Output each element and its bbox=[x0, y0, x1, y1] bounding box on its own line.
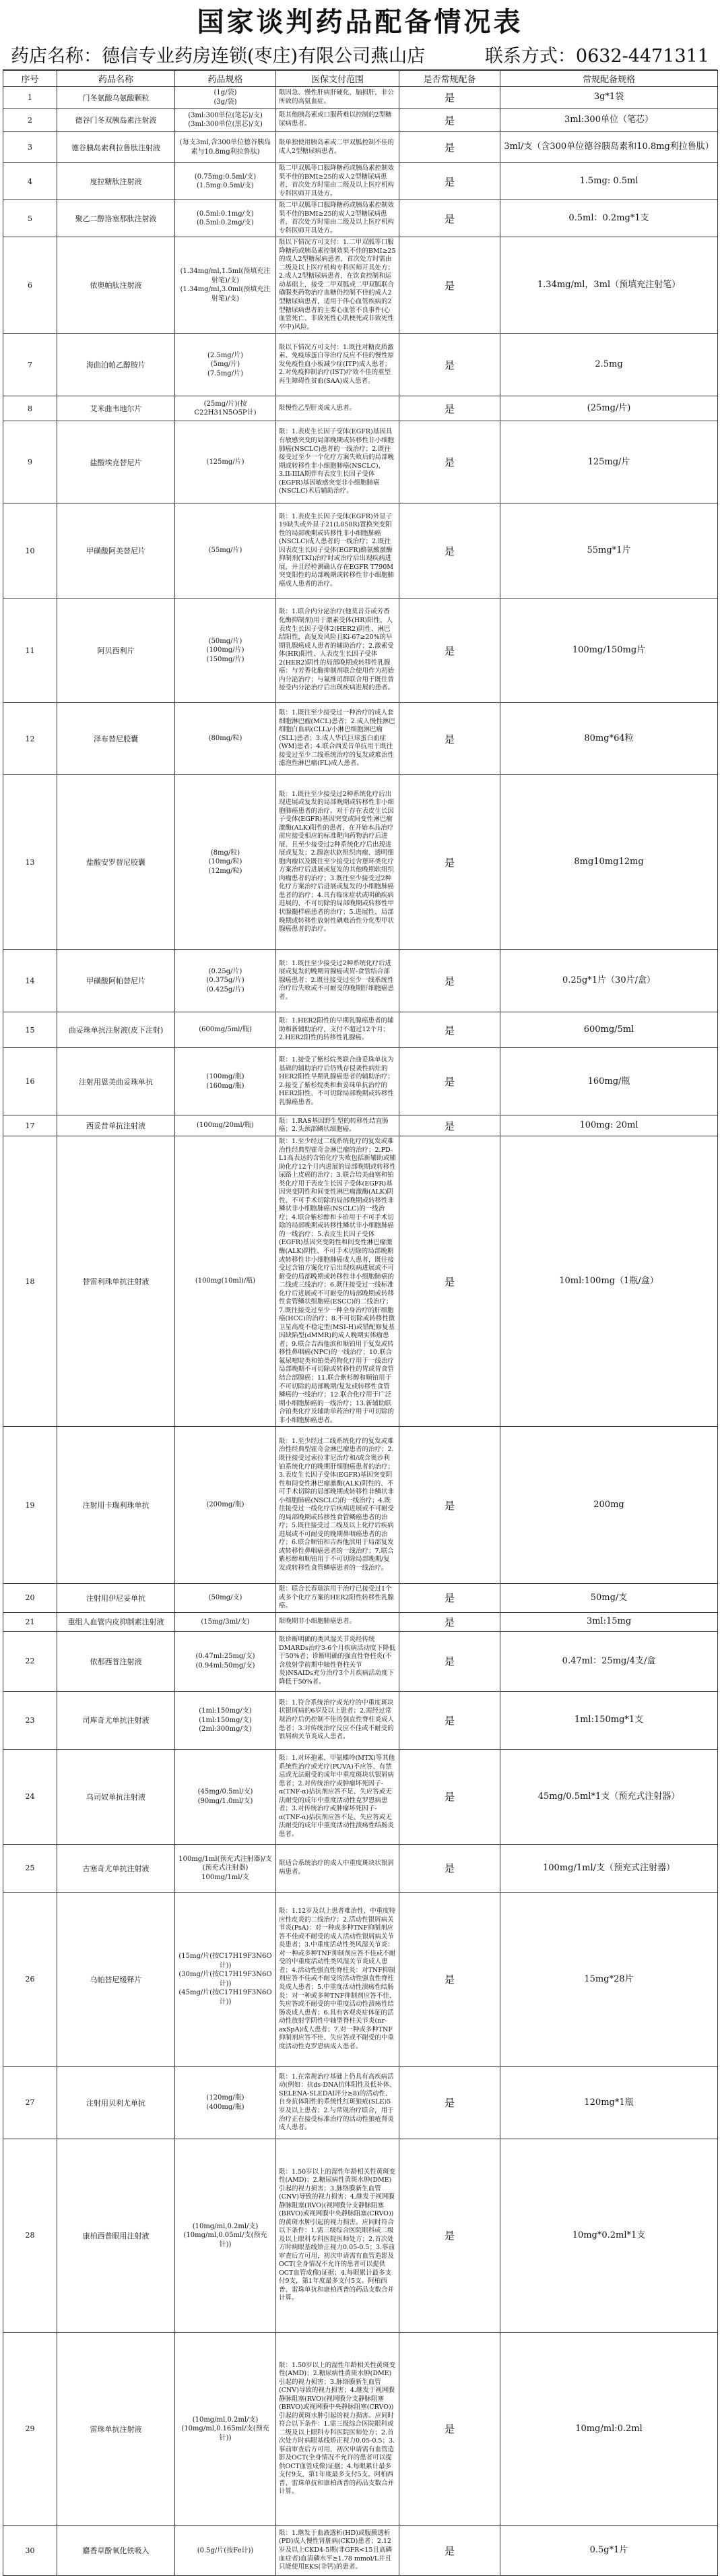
common-spec: 1ml:150mg*1支 bbox=[500, 1691, 718, 1749]
drug-spec: (25mg/片)(按C22H31N5O5P计) bbox=[175, 396, 276, 421]
common-spec: 0.5ml：0.2mg*1支 bbox=[500, 200, 718, 237]
drug-name: 康柏西普眼用注射液 bbox=[57, 2139, 175, 2332]
insurance-scope: 限：1.50岁以上的湿性年龄相关性黄斑变性(AMD)；2.糖尿病性黄斑水肿(DME)引起的视力损害；3.脉络膜新生血管(CNV)导致的视力损害；4.继发于视网膜静脉阻塞(RVO)(视网膜分支静脉阻塞(BRVO)或视网膜中央静脉阻塞(CRVO))的黄斑水肿引起的视力损害。应同时符合以下条件：1.需三级综合医院眼科或二级及以上眼科专科医院医师处方；2.首次处方时病眼基线矫正视力0.05-0.5；3.事前审查后方可用，初次申请需有血管造影及OCT(全身情况不允许的患者可以提供OCT血管成像)证据；4.每眼累计最多支付9支，第1年度最多支付5支。阿柏西普、雷珠单抗和康柏西普的药品支数合并计算。 bbox=[276, 2139, 399, 2332]
insurance-scope: 限单独使用胰岛素或二甲双胍控制不佳的成人2型糖尿病患者。 bbox=[276, 132, 399, 163]
drug-name: 甲磺酸阿美替尼片 bbox=[57, 503, 175, 599]
insurance-scope: 限：1.至少经过二线系统化疗的复发或难治性经典型霍奇金淋巴瘤的治疗；2.PD-L1高表达的含铂化疗失败包括新辅助或辅助化疗12个月内进展的局部晚期或转移性尿路上皮癌的治疗；3.联合培美曲塞和铂类化疗用于表皮生长因子受体(EGFR)基因突变阴性和间变性淋巴瘤激酶(ALK)阴性、不可手术切除的局部晚期或转移性非鳞状非小细胞肺癌(NSCLC)的一线治疗；4.联合紫杉醇和卡铂用于不可手术切除的局部晚期或转移性鳞状非小细胞肺癌的一线治疗；5.表皮生长因子受体(EGFR)基因突变阴性和间变性淋巴瘤激酶(ALK)阴性、不可手术切除的局部晚期或转移性非小细胞肺癌成人患者，既往接受过含铂方案化疗后出现疾病进展或不可耐受的局部晚期或转移性非小细胞肺癌的二线或三线治疗；6.既往接受过一线标准化疗后进展或不可耐受的局部晚期或转移性食管鳞状细胞癌(ESCC)的二线治疗；7.既往接受过至少一种全身治疗的肝细胞癌(HCC)的治疗；8.不可切除或转移性微卫星高度不稳定型(MSI-H)或错配修复基因缺陷型(dMMR)的成人晚期实体瘤患者；9.联合吉西他滨和顺铂用于复发或转移性鼻咽癌(NPC)的一线治疗；10.联合氟尿嘧啶类和铂类药物化疗用于一线治疗局部晚期不可切除或转移性的胃或胃食管结合部腺癌；11.联合紫杉醇和顺铂用于不可切除的局部晚期/复发或转移性食管鳞癌的一线治疗；12.联合化疗用于广泛期小细胞肺癌的一线治疗；13.新辅助联合铂类化疗及辅助单药治疗用于可切除的非小细胞肺癌患者。 bbox=[276, 1136, 399, 1427]
insurance-scope: 限：1.表皮生长因子受体(EGFR)基因具有敏感突变的局部晚期或转移性非小细胞肺癌(NSCLC)患者的一线治疗；2.既往接受过至少一个化疗方案失败后的局部晚期或转移性非小细胞肺癌(NSCLC)，3.II-IIIA期伴有表皮生长因子受体(EGFR)基因敏感突变非小细胞肺癌(NSCLC)术后辅助治疗。 bbox=[276, 421, 399, 503]
table-row bbox=[3, 2332, 718, 2525]
drug-spec: (15mg/片(按C17H19F3N6O计)) (30mg/片(按C17H19F3N6O计)) (45mg/片(按C17H19F3N6O计)) bbox=[175, 1892, 276, 2066]
insurance-scope: 限：联合长春瑞滨用于治疗已接受过1个或多个化疗方案的HER2阳性转移性乳腺癌。 bbox=[276, 1584, 399, 1613]
deployed-flag: 是 bbox=[399, 1048, 500, 1115]
drug-name: 德谷胰岛素利拉鲁肽注射液 bbox=[57, 132, 175, 163]
deployed-flag: 是 bbox=[399, 2139, 500, 2332]
drug-spec: (100mg(10ml)/瓶) bbox=[175, 1136, 276, 1427]
deployed-flag: 是 bbox=[399, 2066, 500, 2139]
common-spec: 10mg/ml:0.2ml bbox=[500, 2332, 718, 2525]
insurance-scope: 限：1.50岁以上的湿性年龄相关性黄斑变性(AMD)；2.糖尿病性黄斑水肿(DME)引起的视力损害；3.脉络膜新生血管(CNV)导致的视力损害；4.继发于视网膜静脉阻塞(RVO)(视网膜分支静脉阻塞(BRVO)或视网膜中央静脉阻塞(CRVO))引起的黄斑水肿引起的视力损害。应同时符合以下条件：1.需三级综合医院眼科或二级及以上眼科专科医院医师处方；2.首次处方时病眼基线矫正视力0.05-0.5；3.事前审查后方可用，初次申请需有血管造影及OCT(全身情况不允许的患者可以提供OCT血管成像)证据；4.每眼累计最多支付9支，第1年度最多支付5支。阿柏西普、雷珠单抗和康柏西普的药品支数合并计算。 bbox=[276, 2332, 399, 2525]
row-number: 6 bbox=[3, 237, 57, 334]
deployed-flag: 是 bbox=[399, 1584, 500, 1613]
header-spec: 药品规格 bbox=[175, 71, 276, 87]
insurance-scope: 限：1.12岁及以上患者难治性、中重度特应性皮炎的二线治疗；2.活动性银屑病关节炎(PsA)：对一种或多种TNF抑制剂应答不佳或不耐受的成人活动性银屑病关节炎患者；3.中重度活动性类风湿关节炎：对一种或多种TNF抑制剂应答不佳或不耐受的中重度活动性类风湿关节炎成人患者；4.活动性强直性脊柱炎：对TNF抑制剂应答不佳或不耐受的活动性强直性脊柱炎成人患者；5.中重度活动性溃疡性结肠炎：对一种或多种TNF抑制剂应答不佳、失应答或不耐受的中重度活动性溃疡性结肠炎成人患者；6.具有客观炎症体征的活动性放射学阴性中轴型脊柱关节炎(nr-axSpA)成人患者；7.对一种或多种TNF抑制剂应答不佳、失应答或不耐受的中重度活动性克罗恩病成人患者。 bbox=[276, 1892, 399, 2066]
deployed-flag: 是 bbox=[399, 2525, 500, 2575]
drug-spec: (1ml:150mg/支) (1ml:150mg/支) (2ml:300mg/支) bbox=[175, 1691, 276, 1749]
row-number: 21 bbox=[3, 1612, 57, 1631]
deployed-flag: 是 bbox=[399, 1612, 500, 1631]
table-row bbox=[3, 1844, 718, 1892]
deployed-flag: 是 bbox=[399, 1749, 500, 1844]
drug-name: 注射用贝利尤单抗 bbox=[57, 2066, 175, 2139]
row-number: 23 bbox=[3, 1691, 57, 1749]
drug-spec: (120mg/瓶) (400mg/瓶) bbox=[175, 2066, 276, 2139]
table-row bbox=[3, 237, 718, 334]
table-row bbox=[3, 87, 718, 109]
insurance-scope: 限：1.在常规治疗基础上仍具有高疾病活动(例如：抗ds-DNA抗体阳性及低补体、SELENA-SLEDAI评分≥8)的活动性、自身抗体阳性的系统性红斑狼疮(SLE)5岁及以上患者；2.与常规治疗联合，用于治疗正在接受标准治疗的活动性狼疮肾炎成人患者。 bbox=[276, 2066, 399, 2139]
row-number: 29 bbox=[3, 2332, 57, 2525]
drug-spec: (125mg/片) bbox=[175, 421, 276, 503]
deployed-flag: 是 bbox=[399, 1012, 500, 1048]
store-info-bar bbox=[3, 43, 717, 70]
drug-name: 注射用恩美曲妥珠单抗 bbox=[57, 1048, 175, 1115]
common-spec: 160mg/瓶 bbox=[500, 1048, 718, 1115]
row-number: 5 bbox=[3, 200, 57, 237]
deployed-flag: 是 bbox=[399, 1427, 500, 1584]
row-number: 24 bbox=[3, 1749, 57, 1844]
table-row bbox=[3, 2066, 718, 2139]
row-number: 4 bbox=[3, 163, 57, 200]
row-number: 17 bbox=[3, 1115, 57, 1136]
drug-name: 雷珠单抗注射液 bbox=[57, 2332, 175, 2525]
drug-spec: (每支3ml,含300单位德谷胰岛素与10.8mg利拉鲁肽) bbox=[175, 132, 276, 163]
drug-spec: (0.47ml:25mg/支) (0.94ml:50mg/支) bbox=[175, 1631, 276, 1691]
insurance-scope: 限以下情况方可支付：1.既往对糖皮质激素、免疫球蛋白等治疗反应不佳的慢性原发免疫性血小板减少症(ITP)成人患者；2.对免疫抑制治疗(IST)疗效不佳的重型再生障碍性贫血(SAA)成人患者。 bbox=[276, 334, 399, 396]
insurance-scope: 限因急、慢性肝病肝硬化，脑损肝，非公所致的高氨血症。 bbox=[276, 87, 399, 109]
insurance-scope: 限：1.表皮生长因子受体(EGFR)外显子19缺失或外显子21(L858R)置换突变阳性的局部晚期或转移性非小细胞肺癌(NSCLC)成人患者的一线治疗；2.既往因表皮生长因子受体(EGFR)酪氨酸激酶抑制剂(TKI)治疗时或治疗后出现疾病进展，并且经检测确认存在EGFR T790M突变阳性的局部晚期或转移性非小细胞肺癌成人患者的治疗。 bbox=[276, 503, 399, 599]
drug-spec: (600mg/5ml/瓶) bbox=[175, 1012, 276, 1048]
drug-name: 西妥昔单抗注射液 bbox=[57, 1115, 175, 1136]
common-spec: 80mg*64粒 bbox=[500, 703, 718, 775]
drug-table bbox=[3, 70, 718, 2576]
drug-name: 艾米曲韦地尔片 bbox=[57, 396, 175, 421]
row-number: 18 bbox=[3, 1136, 57, 1427]
table-row bbox=[3, 1631, 718, 1691]
common-spec: 200mg bbox=[500, 1427, 718, 1584]
common-spec: 125mg/片 bbox=[500, 421, 718, 503]
table-row bbox=[3, 396, 718, 421]
common-spec: 10mg*0.2ml*1支 bbox=[500, 2139, 718, 2332]
common-spec: (25mg/片) bbox=[500, 396, 718, 421]
drug-spec: (0.5g/片(按Fe计)) bbox=[175, 2525, 276, 2575]
drug-name: 乌司奴单抗注射液 bbox=[57, 1749, 175, 1844]
insurance-scope: 限：1.接受了紫杉烷类联合曲妥珠单抗为基础的辅助治疗后仍残存侵袭性病灶的HER2阳性早期乳腺癌患者的辅助治疗；2.接受了紫杉烷类和曲妥珠单抗治疗的HER2阳性、不可切除局部晚期或转移性乳腺癌患者。 bbox=[276, 1048, 399, 1115]
row-number: 1 bbox=[3, 87, 57, 109]
insurance-scope: 限晚期非小细胞肺癌患者。 bbox=[276, 1612, 399, 1631]
table-row bbox=[3, 109, 718, 132]
common-spec: 15mg*28片 bbox=[500, 1892, 718, 2066]
table-row bbox=[3, 1749, 718, 1844]
drug-name: 曲妥珠单抗注射液(皮下注射) bbox=[57, 1012, 175, 1048]
common-spec: 50mg/支 bbox=[500, 1584, 718, 1613]
deployed-flag: 是 bbox=[399, 703, 500, 775]
row-number: 20 bbox=[3, 1584, 57, 1613]
header-scope: 医保支付范围 bbox=[276, 71, 399, 87]
insurance-scope: 限诊断明确的类风湿关节炎经传统DMARDs治疗3-6个月疾病活动度下降低于50%者；诊断明确的强直性脊柱炎(不含放射学前期中轴性脊柱关节炎)NSAIDs充分治疗3个月疾病活动度下降低于50%者。 bbox=[276, 1631, 399, 1691]
drug-name: 门冬氨酸乌氨酸颗粒 bbox=[57, 87, 175, 109]
row-number: 7 bbox=[3, 334, 57, 396]
deployed-flag: 是 bbox=[399, 503, 500, 599]
table-row bbox=[3, 599, 718, 703]
table-row bbox=[3, 1584, 718, 1613]
table-row bbox=[3, 775, 718, 950]
table-row bbox=[3, 2139, 718, 2332]
deployed-flag: 是 bbox=[399, 200, 500, 237]
common-spec: 0.25g*1片（30片/盒） bbox=[500, 950, 718, 1012]
header-common-spec: 常规配备规格 bbox=[500, 71, 718, 87]
drug-name: 泽布替尼胶囊 bbox=[57, 703, 175, 775]
insurance-scope: 限：1.HER2阳性的早期乳腺癌患者的辅助和新辅助治疗，支付不超过12个月；2.HER2阳性的转移性乳腺癌。 bbox=[276, 1012, 399, 1048]
drug-name: 聚乙二醇洛塞那肽注射液 bbox=[57, 200, 175, 237]
deployed-flag: 是 bbox=[399, 1136, 500, 1427]
row-number: 30 bbox=[3, 2525, 57, 2575]
common-spec: 0.5g*1片 bbox=[500, 2525, 718, 2575]
insurance-scope: 限：1.至少经过二线系统化疗的复发或难治性经典型霍奇金淋巴瘤患者的治疗；2.既往接受过索拉非尼治疗和/或含奥沙利铂系统化疗的晚期肝细胞癌患者的治疗；3.表皮生长因子受体(EGFR)基因突变阴性和间变性淋巴瘤激酶(ALK)阴性的、不可手术切除的局部晚期或转移性非鳞状非小细胞肺癌(NSCLC)的一线治疗；4.既往接受过一线化疗后疾病进展或不可耐受的局部晚期或转移性食管鳞癌患者的治疗；5.既往接受过二线及以上化疗后疾病进展或不可耐受的晚期鼻咽癌患者的治疗；6.联合顺铂和吉西他滨用于局部复发或转移性鼻咽癌患者的一线治疗；7.联合紫杉醇和顺铂用于不可切除局部晚期/复发或转移性食管鳞癌患者的一线治疗。 bbox=[276, 1427, 399, 1584]
row-number: 28 bbox=[3, 2139, 57, 2332]
table-row bbox=[3, 334, 718, 396]
row-number: 15 bbox=[3, 1012, 57, 1048]
row-number: 8 bbox=[3, 396, 57, 421]
drug-name: 阿贝西利片 bbox=[57, 599, 175, 703]
table-row bbox=[3, 200, 718, 237]
row-number: 27 bbox=[3, 2066, 57, 2139]
table-row bbox=[3, 132, 718, 163]
drug-spec: (10mg/ml,0.2ml/支) (10mg/ml,0.05ml/支(预充针)) bbox=[175, 2139, 276, 2332]
deployed-flag: 是 bbox=[399, 421, 500, 503]
drug-name: 注射用伊尼妥单抗 bbox=[57, 1584, 175, 1613]
deployed-flag: 是 bbox=[399, 1844, 500, 1892]
insurance-scope: 限慢性乙型肝炎成人患者。 bbox=[276, 396, 399, 421]
drug-name: 甲磺酸阿帕替尼片 bbox=[57, 950, 175, 1012]
deployed-flag: 是 bbox=[399, 237, 500, 334]
common-spec: 45mg/0.5ml*1支（预充式注射器） bbox=[500, 1749, 718, 1844]
page-title: 国家谈判药品配备情况表 bbox=[197, 7, 523, 38]
drug-spec: (2.5mg/片) (5mg/片) (7.5mg/片) bbox=[175, 334, 276, 396]
drug-name: 盐酸安罗替尼胶囊 bbox=[57, 775, 175, 950]
drug-spec: (1g/袋) (3g/袋) bbox=[175, 87, 276, 109]
common-spec: 10ml:100mg（1瓶/盒） bbox=[500, 1136, 718, 1427]
insurance-scope: 限：1.继发于血液透析(HD)或腹膜透析(PD)成人慢性肾脏病(CKD)患者；2.12岁及以上CKD4-5期(非GFR<15且高磷血症者)血清磷水平≥1.78 mmol/L并且只能使用EKS(非钙)的患者。 bbox=[276, 2525, 399, 2575]
common-spec: 2.5mg bbox=[500, 334, 718, 396]
row-number: 12 bbox=[3, 703, 57, 775]
drug-spec: (55mg/片) bbox=[175, 503, 276, 599]
common-spec: 8mg10mg12mg bbox=[500, 775, 718, 950]
table-row bbox=[3, 1612, 718, 1631]
drug-spec: (50mg/支) bbox=[175, 1584, 276, 1613]
drug-name: 盐酸埃克替尼片 bbox=[57, 421, 175, 503]
deployed-flag: 是 bbox=[399, 1892, 500, 2066]
drug-name: 重组人血管内皮抑制素注射液 bbox=[57, 1612, 175, 1631]
drug-spec: (45mg/0.5ml/支) (90mg/1.0ml/支) bbox=[175, 1749, 276, 1844]
drug-name: 度拉糖肽注射液 bbox=[57, 163, 175, 200]
drug-name: 注射用卡瑞利珠单抗 bbox=[57, 1427, 175, 1584]
drug-name: 海曲泊帕乙醇胺片 bbox=[57, 334, 175, 396]
store-name: 药店名称：德信专业药房连锁(枣庄)有限公司燕山店 bbox=[11, 46, 426, 67]
row-number: 26 bbox=[3, 1892, 57, 2066]
drug-spec: 100mg/1ml(预充式注射器)/支 (预充式注射器) 100mg/1ml/支 bbox=[175, 1844, 276, 1892]
common-spec: 100mg/1ml/支（预充式注射器） bbox=[500, 1844, 718, 1892]
insurance-scope: 限：1.既往至少接受过2种系统化疗后出现进展或复发的局部晚期或转移性非小细胞肺癌患者的治疗。对于存在表皮生长因子受体(EGFR)基因突变或间变性淋巴瘤激酶(ALK)阳性的患者，在开始本品治疗前应接受相应的标准靶向药物治疗后进展、且至少接受过2种系统化疗后出现进展或复发；2.腺泡状软组织肉瘤、透明细胞肉瘤以及既往至少接受过含蒽环类化疗方案治疗后进展或复发的其他晚期软组织肉瘤患者的治疗；3.既往至少接受过2种化疗方案治疗后进展或复发的小细胞肺癌患者的治疗；4.具有临床症状或明确疾病进展的、不可切除的局部晚期或转移性甲状腺髓样癌患者的治疗；5.进展性、局部晚期或转移性放射性碘难治性分化型甲状腺癌患者的治疗。 bbox=[276, 775, 399, 950]
drug-name: 依奥帕肽注射液 bbox=[57, 237, 175, 334]
row-number: 9 bbox=[3, 421, 57, 503]
drug-spec: (0.25g/片) (0.375g/片) (0.425g/片) bbox=[175, 950, 276, 1012]
drug-spec: (0.5ml:0.1mg/支) (0.5ml:0.2mg/支) bbox=[175, 200, 276, 237]
drug-spec: (50mg/片) (100mg/片) (150mg/片) bbox=[175, 599, 276, 703]
insurance-scope: 限以下情况方可支付：1.二甲双胍等口服降糖药或胰岛素控制效果不佳的BMI≥25的成人2型糖尿病患者，首次处方时需由二级及以上医疗机构专科医师开具处方；2.成人2型糖尿病患者，在饮食控制和运动基础上，接受二甲双胍或二甲双胍联合磺脲类药物治疗血糖仍控制不佳的成人2型糖尿病患者，适用于伴心血管疾病的2型糖尿病患者的主要心血管不良事件(心血管死亡、非致死性心肌梗死或非致死性卒中)风险。 bbox=[276, 237, 399, 334]
table-row bbox=[3, 2525, 718, 2575]
row-number: 13 bbox=[3, 775, 57, 950]
drug-spec: (100mg/瓶) (160mg/瓶) bbox=[175, 1048, 276, 1115]
drug-name: 古塞奇尤单抗注射液 bbox=[57, 1844, 175, 1892]
table-header-row bbox=[3, 71, 718, 87]
table-row bbox=[3, 1892, 718, 2066]
insurance-scope: 限：1.对环孢素、甲氨蝶呤(MTX)等其他系统性治疗或光疗(PUVA)不应答、有禁忌或无法耐受的成年中重度斑块状银屑病患者；2.对传统治疗或肿瘤坏死因子-α(TNF-α)拮抗剂应答不足、失应答或无法耐受的成年中重度活动性克罗恩病患者；3.对传统治疗或肿瘤坏死因子-α(TNF-α)拮抗剂应答不足、失应答或无法耐受的成年中重度活动性溃疡性结肠炎患者。 bbox=[276, 1749, 399, 1844]
common-spec: 3ml:15mg bbox=[500, 1612, 718, 1631]
deployed-flag: 是 bbox=[399, 599, 500, 703]
header-name: 药品名称 bbox=[57, 71, 175, 87]
drug-spec: (200mg/瓶) bbox=[175, 1427, 276, 1584]
drug-name: 司库奇尤单抗注射液 bbox=[57, 1691, 175, 1749]
row-number: 25 bbox=[3, 1844, 57, 1892]
drug-name: 麝香草酚氧化铁吸入 bbox=[57, 2525, 175, 2575]
table-row bbox=[3, 950, 718, 1012]
header-deployed: 是否常规配备 bbox=[399, 71, 500, 87]
row-number: 14 bbox=[3, 950, 57, 1012]
common-spec: 120mg*1瓶 bbox=[500, 2066, 718, 2139]
header-no: 序号 bbox=[3, 71, 57, 87]
drug-spec: (100mg/20ml/瓶) bbox=[175, 1115, 276, 1136]
drug-spec: (0.75mg:0.5ml/支) (1.5mg:0.5ml/支) bbox=[175, 163, 276, 200]
drug-spec: (8mg/粒) (10mg/粒) (12mg/粒) bbox=[175, 775, 276, 950]
insurance-scope: 限：1.既往至少接受过一种治疗的成人套细胞淋巴瘤(MCL)患者；2.成人慢性淋巴细胞白血病(CLL)/小淋巴细胞淋巴瘤(SLL)患者；3.成人华氏巨球蛋白血症(WM)患者；4.联合西妥昔单抗用于既往接受过至少二线系统治疗的复发或难治性滤泡性淋巴瘤(FL)成人患者。 bbox=[276, 703, 399, 775]
row-number: 19 bbox=[3, 1427, 57, 1584]
insurance-scope: 限：1.符合系统治疗或光疗的中重度斑块状银屑病的6岁及以上患者；2.需经过常规治疗后仍控制不佳的强直性脊柱炎成人患者；3.对传统治疗反应不佳或不耐受的银屑病关节炎成人患者。 bbox=[276, 1691, 399, 1749]
table-row bbox=[3, 421, 718, 503]
deployed-flag: 是 bbox=[399, 775, 500, 950]
deployed-flag: 是 bbox=[399, 396, 500, 421]
common-spec: 55mg*1片 bbox=[500, 503, 718, 599]
common-spec: 100mg/150mg片 bbox=[500, 599, 718, 703]
drug-spec: (1.34mg/ml,1.5ml(预填充注射笔)/支) (1.34mg/ml,3.0ml(预填充注射笔)/支) bbox=[175, 237, 276, 334]
deployed-flag: 是 bbox=[399, 950, 500, 1012]
deployed-flag: 是 bbox=[399, 1631, 500, 1691]
table-row bbox=[3, 1012, 718, 1048]
row-number: 2 bbox=[3, 109, 57, 132]
table-row bbox=[3, 703, 718, 775]
row-number: 10 bbox=[3, 503, 57, 599]
row-number: 3 bbox=[3, 132, 57, 163]
contact-phone: 联系方式：0632-4471311 bbox=[484, 46, 709, 67]
drug-spec: (10mg/ml,0.2ml/支) (10mg/ml,0.165ml/支(预充针)) bbox=[175, 2332, 276, 2525]
common-spec: 3g*1袋 bbox=[500, 87, 718, 109]
common-spec: 3ml/支（含300单位德谷胰岛素和10.8mg利拉鲁肽） bbox=[500, 132, 718, 163]
insurance-scope: 限：1.RAS基因野生型的转移性结直肠癌；2.头颈部鳞状细胞癌。 bbox=[276, 1115, 399, 1136]
table-row bbox=[3, 503, 718, 599]
deployed-flag: 是 bbox=[399, 163, 500, 200]
drug-name: 替雷利珠单抗注射液 bbox=[57, 1136, 175, 1427]
insurance-scope: 限：1.既往至少接受过2种系统化疗后进展或复发的晚期胃腺癌或胃-食管结合部腺癌患者；2.既往接受过至少一线系统性治疗后失败或不可耐受的晚期肝细胞癌患者。 bbox=[276, 950, 399, 1012]
deployed-flag: 是 bbox=[399, 1691, 500, 1749]
deployed-flag: 是 bbox=[399, 1115, 500, 1136]
deployed-flag: 是 bbox=[399, 109, 500, 132]
insurance-scope: 限：1.联合内分泌治疗(他莫昔芬或芳香化酶抑制剂)用于激素受体(HR)阳性、人表皮生长因子受体2(HER2)阴性、淋巴结阳性，高复发风险且Ki-67≥20%的早期乳腺癌成人患者的辅助治疗；2.激素受体(HR)阳性、人表皮生长因子受体2(HER2)阴性的局部晚期或转移性乳腺癌：与芳香化酶抑制剂联合使用作为初始内分泌治疗；与氟维司群联合用于既往曾接受内分泌治疗后出现疾病进展的患者。 bbox=[276, 599, 399, 703]
table-body bbox=[3, 87, 718, 2576]
deployed-flag: 是 bbox=[399, 87, 500, 109]
row-number: 11 bbox=[3, 599, 57, 703]
drug-spec: (80mg/粒) bbox=[175, 703, 276, 775]
insurance-scope: 限适合系统治疗的成人中重度斑块状银屑病患者。 bbox=[276, 1844, 399, 1892]
deployed-flag: 是 bbox=[399, 334, 500, 396]
insurance-scope: 限二甲双胍等口服降糖药或胰岛素控制效果不佳的BMI≥25的成人2型糖尿病患者，首次处方时需由二级及以上医疗机构专科医师开具处方。 bbox=[276, 163, 399, 200]
drug-spec: (15mg/3ml/支) bbox=[175, 1612, 276, 1631]
drug-name: 德谷门冬双胰岛素注射液 bbox=[57, 109, 175, 132]
deployed-flag: 是 bbox=[399, 2332, 500, 2525]
table-row bbox=[3, 1427, 718, 1584]
row-number: 22 bbox=[3, 1631, 57, 1691]
row-number: 16 bbox=[3, 1048, 57, 1115]
drug-spec: (3ml:300单位(笔芯)/支) (3ml:300单位(黑芯)/支) bbox=[175, 109, 276, 132]
common-spec: 1.5mg: 0.5ml bbox=[500, 163, 718, 200]
insurance-scope: 限其他胰岛素或口服药难以控制的2型糖尿病患者。 bbox=[276, 109, 399, 132]
drug-name: 乌帕替尼缓释片 bbox=[57, 1892, 175, 2066]
table-row bbox=[3, 1691, 718, 1749]
common-spec: 0.47ml：25mg/4支/盒 bbox=[500, 1631, 718, 1691]
common-spec: 600mg/5ml bbox=[500, 1012, 718, 1048]
common-spec: 1.34mg/ml，3ml（预填充注射笔） bbox=[500, 237, 718, 334]
table-row bbox=[3, 163, 718, 200]
table-row bbox=[3, 1048, 718, 1115]
deployed-flag: 是 bbox=[399, 132, 500, 163]
common-spec: 3ml:300单位（笔芯） bbox=[500, 109, 718, 132]
drug-name: 依那西普注射液 bbox=[57, 1631, 175, 1691]
insurance-scope: 限二甲双胍等口服降糖药或胰岛素控制效果不佳的BMI≥25的成人2型糖尿病患者，首次处方时需由二级及以上医疗机构专科医师开具处方。 bbox=[276, 200, 399, 237]
common-spec: 100mg: 20ml bbox=[500, 1115, 718, 1136]
table-row bbox=[3, 1136, 718, 1427]
table-row bbox=[3, 1115, 718, 1136]
